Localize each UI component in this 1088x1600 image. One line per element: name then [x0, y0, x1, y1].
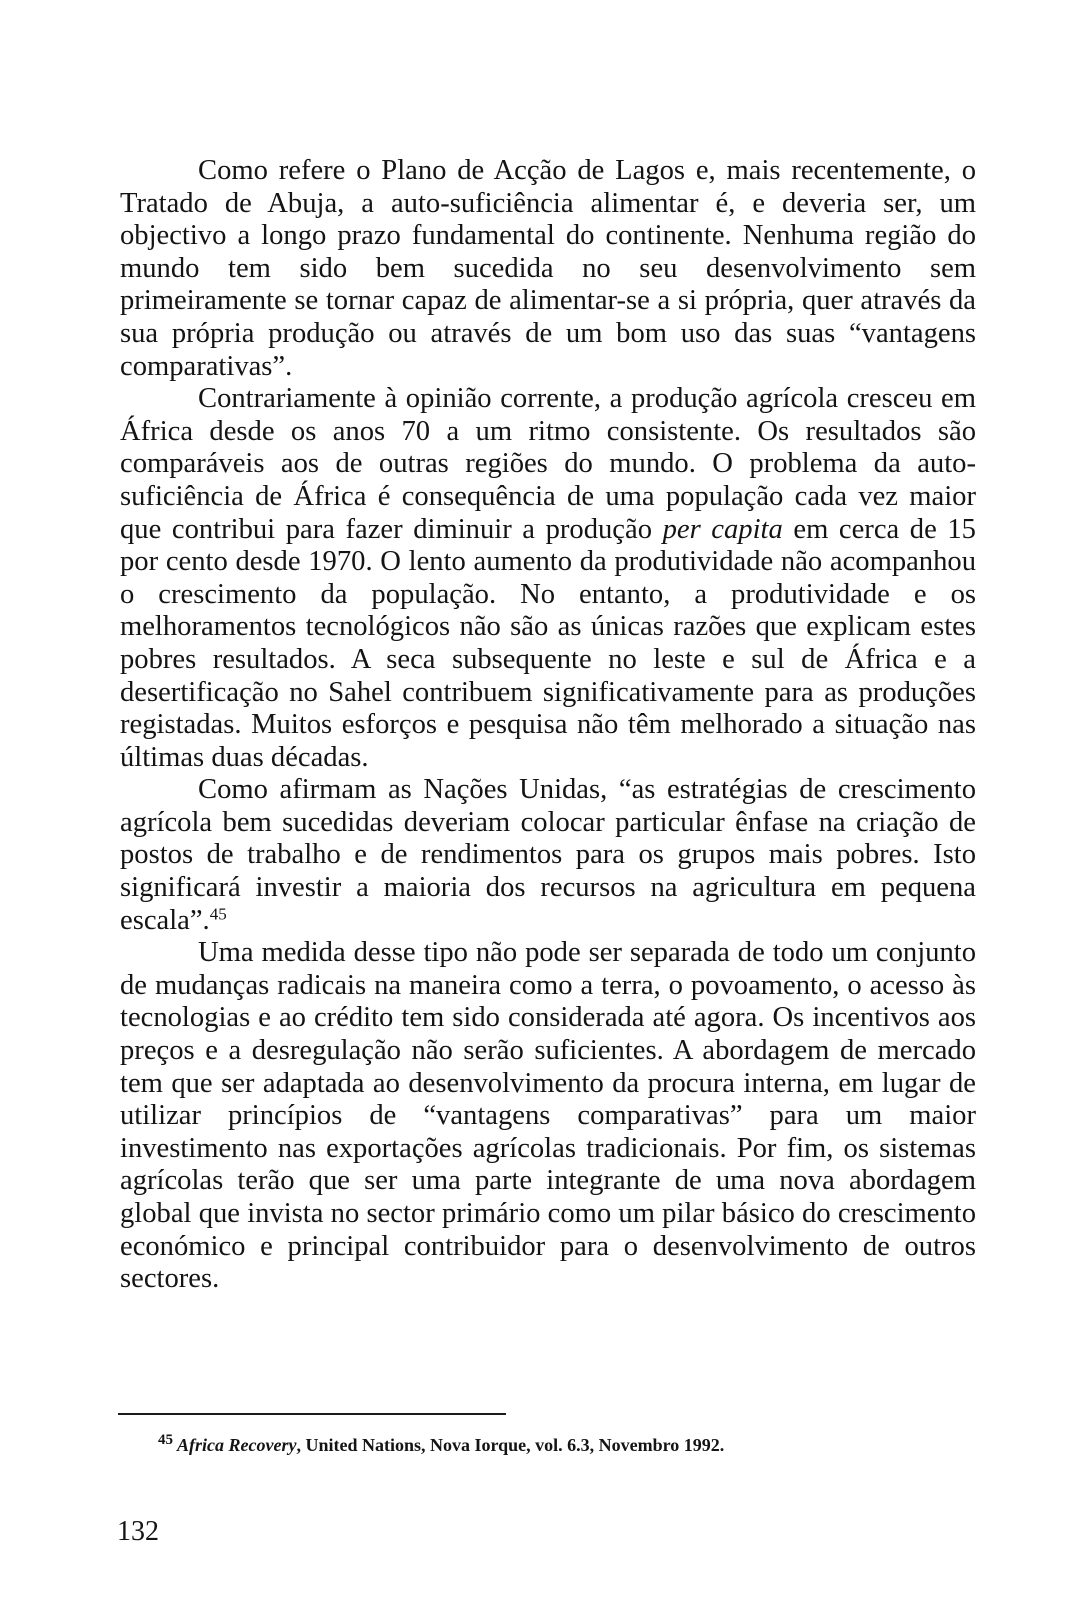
- footnote-source-details: , United Nations, Nova Iorque, vol. 6.3, Novembro 1992.: [296, 1435, 725, 1455]
- paragraph-2-text-b: em cerca de 15 por cento desde 1970. O lento aumento da produtividade não acompanhou o crescimento da população. No entanto, a produtividade e os melhoramentos tecnológicos não são as únicas razões que explicam estes pobres resultados. A seca subsequente no leste e sul de África e a desertificação no Sahel contribuem significativamente para as produções registadas. Muitos esforços e pesquisa não têm melhorado a situação nas últimas duas décadas.: [120, 513, 976, 773]
- footnote-source-title: Africa Recovery: [177, 1435, 297, 1455]
- paragraph-1: [120, 155, 976, 383]
- paragraph-4: [120, 937, 976, 1296]
- footnote: [158, 1433, 918, 1457]
- paragraph-1-text: Como refere o Plano de Acção de Lagos e, mais recentemente, o Tratado de Abuja, a auto-suficiência alimentar é, e deveria ser, um objectivo a longo prazo fundamental do continente. Nenhuma região do mundo tem sido bem sucedida no seu desenvolvimento sem primeiramente se tornar capaz de alimentar-se a si própria, quer através da sua própria produção ou através de um bom uso das suas “vantagens comparativas”.: [120, 155, 976, 382]
- paragraph-2: [120, 383, 976, 774]
- paragraph-3-text: Como afirmam as Nações Unidas, “as estratégias de crescimento agrícola bem sucedidas deveriam colocar particular ênfase na criação de postos de trabalho e de rendimentos para os grupos mais pobres. Isto significará investir a maioria dos recursos na agricultura em pequena escala”.: [120, 774, 976, 936]
- footnote-number: 45: [158, 1431, 173, 1448]
- footnote-divider: [118, 1413, 506, 1415]
- footnote-reference-45[interactable]: 45: [209, 904, 227, 924]
- page-number: 132: [117, 1516, 159, 1547]
- body-text: [120, 155, 976, 1296]
- paragraph-4-text: Uma medida desse tipo não pode ser separada de todo um conjunto de mudanças radicais na maneira como a terra, o povoamento, o acesso às tecnologias e ao crédito tem sido considerada até agora. Os incentivos aos preços e a desregulação não serão suficientes. A abordagem de mercado tem que ser adaptada ao desenvolvimento da procura interna, em lugar de utilizar princípios de “vantagens comparativas” para um maior investimento nas exportações agrícolas tradicionais. Por fim, os sistemas agrícolas terão que ser uma parte integrante de uma nova abordagem global que invista no sector primário como um pilar básico do crescimento económico e principal contribuidor para o desenvolvimento de outros sectores.: [120, 937, 976, 1295]
- paragraph-2-italic-per-capita: per capita: [662, 513, 783, 545]
- paragraph-2-text-a: Contrariamente à opinião corrente, a produção agrícola cresceu em África desde os anos 70 a um ritmo consistente. Os resultados são comparáveis aos de outras regiões do mundo. O problema da auto-suficiência de África é consequência de uma população cada vez maior que contribui para fazer diminuir a produção: [120, 383, 976, 545]
- paragraph-3: [120, 774, 976, 937]
